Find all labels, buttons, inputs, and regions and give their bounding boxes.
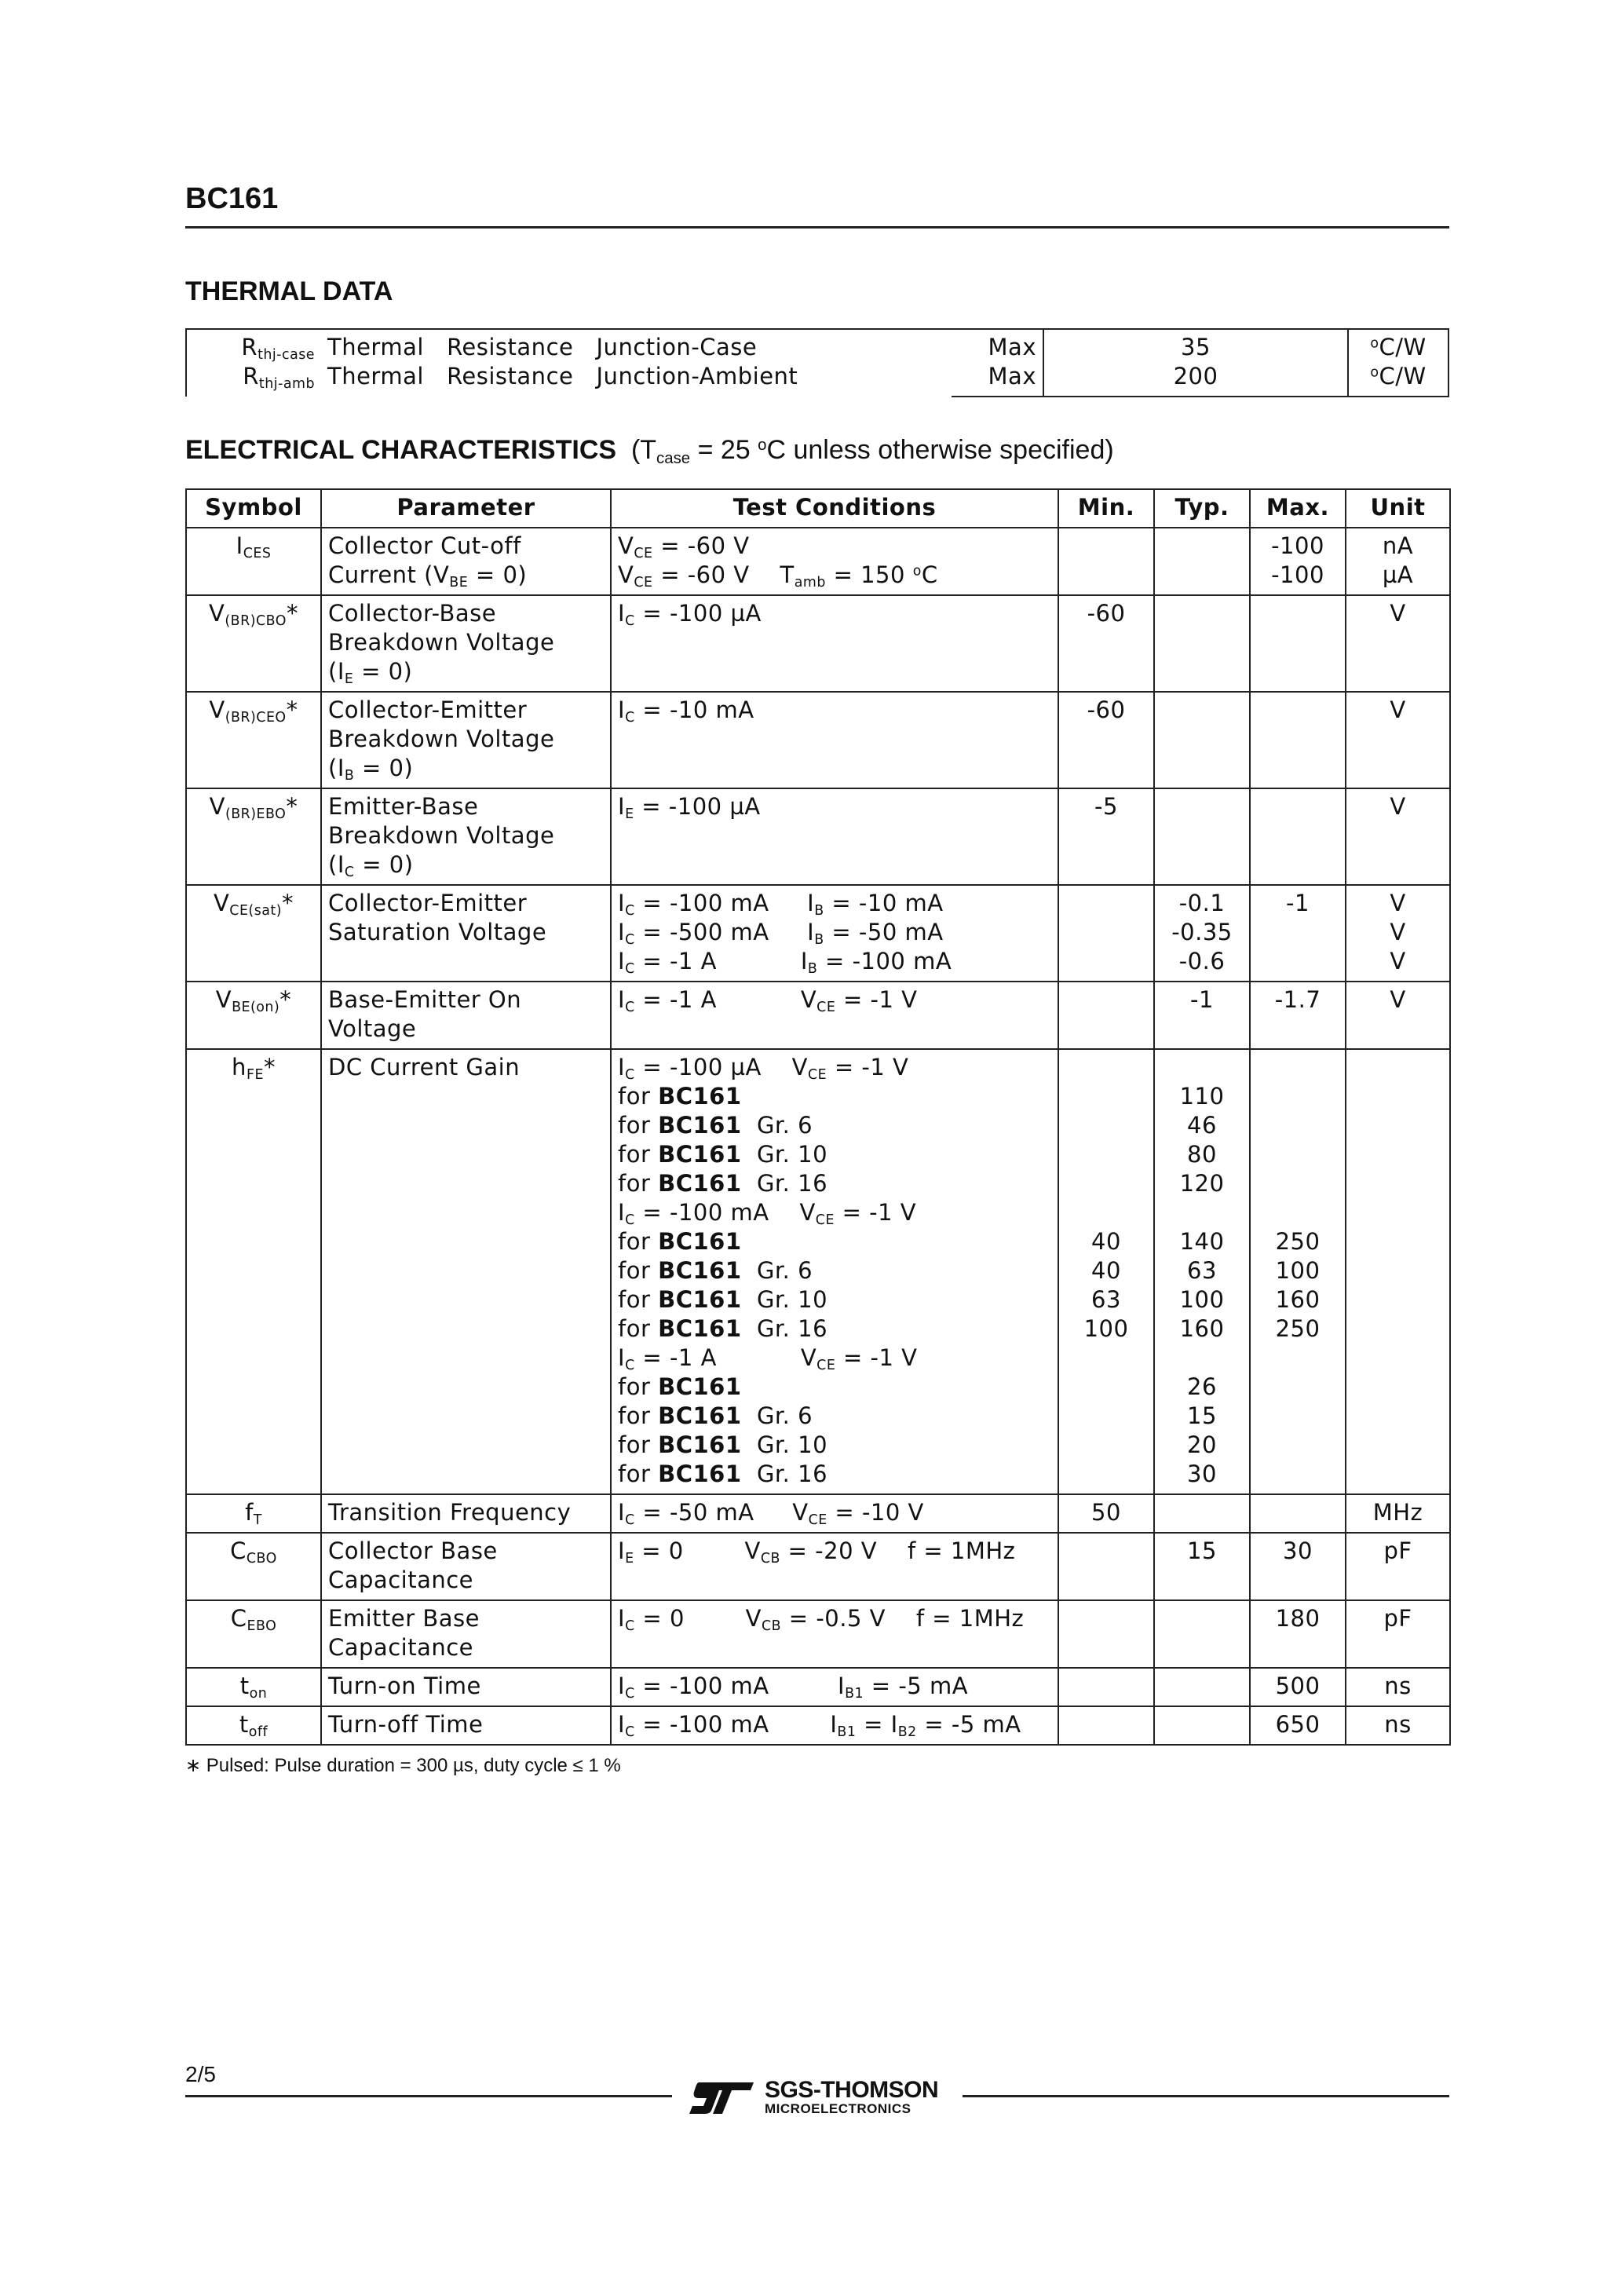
table-row [186, 692, 1450, 788]
hfe-typ-value: 140 [1179, 1228, 1225, 1255]
thermal-value: 35 [1181, 334, 1211, 360]
table-row [186, 1049, 1450, 1494]
thermal-data-table [185, 328, 1449, 397]
thermal-symbol: $R_{thj-amb}$ [243, 363, 315, 393]
column-header: Parameter [321, 489, 611, 528]
footer-rule-right [963, 2095, 1449, 2097]
hfe-condition-header: $I_C = -100$ mA $V_{CE} = -1$ V [618, 1199, 917, 1229]
hfe-typ-value: 15 [1187, 1402, 1217, 1429]
max-cell: 650 [1250, 1706, 1346, 1745]
thermal-limit: Max [988, 334, 1036, 360]
hfe-min-value [1065, 1140, 1147, 1169]
parameter-cell: Collector Base Capacitance [321, 1533, 611, 1600]
column-header: Typ. [1154, 489, 1250, 528]
conditions-cell: $I_C = -100$ mA $I_B = -10$ mA $I_C = -500$ mA $I_B = -50$ mA $I_C = -1$ A $I_B = -100$ mA [611, 885, 1058, 982]
typ-cell [1154, 1049, 1250, 1494]
column-header: Unit [1346, 489, 1450, 528]
hfe-condition-line: for BC161 Gr. 16 [618, 1461, 828, 1487]
min-cell: -60 [1058, 595, 1154, 692]
hfe-condition-line: for BC161 Gr. 16 [618, 1315, 828, 1342]
conditions-cell: $I_C = -100$ mA $I_{B1} = I_{B2} = -5$ mA [611, 1706, 1058, 1745]
column-header: Max. [1250, 489, 1346, 528]
st-logo [688, 2076, 938, 2120]
hfe-max-value [1257, 1460, 1339, 1489]
thermal-unit: $^o$C/W [1370, 363, 1427, 389]
hfe-typ-value: 26 [1187, 1373, 1217, 1400]
typ-cell: -1 [1154, 982, 1250, 1049]
parameter-cell: Turn-on Time [321, 1668, 611, 1706]
brand-subtitle: MICROELECTRONICS [765, 2101, 911, 2116]
hfe-condition-line: for BC161 Gr. 10 [618, 1431, 828, 1458]
hfe-max-value: 250 [1275, 1228, 1321, 1255]
thermal-data-title: THERMAL DATA [185, 276, 393, 306]
symbol-cell: $t_{on}$ [186, 1668, 321, 1706]
parameter-cell: DC Current Gain [321, 1049, 611, 1494]
unit-cell: V [1346, 595, 1450, 692]
conditions-cell: $V_{CE} = -60$ V $V_{CE} = -60$ V $T_{amb} = 150$ $^o$C [611, 528, 1058, 595]
pulsed-footnote: ∗ Pulsed: Pulse duration = 300 µs, duty cycle ≤ 1 % [185, 1755, 621, 1776]
symbol-cell: $V_{(BR)CBO}*$ [186, 595, 321, 692]
hfe-max-value [1257, 1373, 1339, 1402]
hfe-min-value [1065, 1460, 1147, 1489]
hfe-condition-line: for BC161 Gr. 10 [618, 1286, 828, 1313]
parameter-cell: Collector-Emitter Saturation Voltage [321, 885, 611, 982]
conditions-cell: $I_C = -100$ µA [611, 595, 1058, 692]
hfe-typ-value: 46 [1187, 1112, 1217, 1139]
column-header: Symbol [186, 489, 321, 528]
table-row [186, 595, 1450, 692]
max-cell [1250, 1049, 1346, 1494]
hfe-max-value [1257, 1111, 1339, 1140]
hfe-min-value: 63 [1091, 1286, 1121, 1313]
hfe-min-value [1065, 1082, 1147, 1111]
hfe-typ-value: 100 [1179, 1286, 1225, 1313]
hfe-typ-value: 20 [1187, 1431, 1217, 1458]
hfe-condition-header: $I_C = -100$ µA $V_{CE} = -1$ V [618, 1054, 909, 1084]
unit-cell: pF [1346, 1533, 1450, 1600]
parameter-cell: Collector-Base Breakdown Voltage $(I_E = 0)$ [321, 595, 611, 692]
hfe-typ-value: 160 [1179, 1315, 1225, 1342]
table-row [186, 329, 1448, 397]
hfe-typ-value: 30 [1187, 1461, 1217, 1487]
max-cell: -1 [1250, 885, 1346, 982]
table-header-row [186, 489, 1450, 528]
table-row [186, 885, 1450, 982]
hfe-min-value [1065, 1169, 1147, 1198]
parameter-cell: Transition Frequency [321, 1494, 611, 1533]
unit-cell: MHz [1346, 1494, 1450, 1533]
symbol-cell: $f_T$ [186, 1494, 321, 1533]
hfe-max-value [1257, 1082, 1339, 1111]
thermal-limit: Max [988, 363, 1036, 389]
symbol-cell: $h_{FE}*$ [186, 1049, 321, 1494]
conditions-cell: $I_E = -100$ µA [611, 788, 1058, 885]
hfe-min-value [1065, 1402, 1147, 1431]
header-rule [185, 226, 1449, 229]
hfe-max-value [1257, 1402, 1339, 1431]
conditions-cell [611, 1049, 1058, 1494]
hfe-condition-line: for BC161 [618, 1083, 742, 1110]
parameter-cell: Emitter-Base Breakdown Voltage $(I_C = 0)$ [321, 788, 611, 885]
table-row [186, 528, 1450, 595]
typ-cell: 15 [1154, 1533, 1250, 1600]
thermal-value: 200 [1173, 363, 1218, 389]
conditions-cell: $I_C = -50$ mA $V_{CE} = -10$ V [611, 1494, 1058, 1533]
hfe-max-value [1257, 1431, 1339, 1460]
hfe-typ-value: 120 [1179, 1170, 1225, 1197]
typ-cell: -0.1 -0.35 -0.6 [1154, 885, 1250, 982]
symbol-cell: $t_{off}$ [186, 1706, 321, 1745]
parameter-cell: Turn-off Time [321, 1706, 611, 1745]
hfe-condition-line: for BC161 [618, 1228, 742, 1255]
hfe-max-value [1257, 1169, 1339, 1198]
table-row [186, 1494, 1450, 1533]
page-number: 2/5 [185, 2062, 216, 2086]
part-number-header: BC161 [185, 182, 279, 215]
unit-cell: pF [1346, 1600, 1450, 1668]
symbol-cell: $C_{EBO}$ [186, 1600, 321, 1668]
min-cell: 50 [1058, 1494, 1154, 1533]
thermal-parameter: Thermal Resistance Junction-Case [327, 334, 758, 360]
electrical-characteristics-table [185, 488, 1451, 1746]
max-cell: -1.7 [1250, 982, 1346, 1049]
unit-cell: V [1346, 982, 1450, 1049]
min-cell: -60 [1058, 692, 1154, 788]
unit-cell: nA µA [1346, 528, 1450, 595]
parameter-cell: Collector Cut-off Current $(V_{BE} = 0)$ [321, 528, 611, 595]
hfe-max-value: 160 [1275, 1286, 1321, 1313]
thermal-parameter: Thermal Resistance Junction-Ambient [327, 363, 798, 389]
symbol-cell: $V_{(BR)EBO}*$ [186, 788, 321, 885]
conditions-cell: $I_C = -10$ mA [611, 692, 1058, 788]
unit-cell: V [1346, 692, 1450, 788]
max-cell: -100 -100 [1250, 528, 1346, 595]
hfe-condition-header: $I_C = -1$ A $V_{CE} = -1$ V [618, 1344, 918, 1374]
hfe-typ-value: 110 [1179, 1083, 1225, 1110]
hfe-typ-value: 63 [1187, 1257, 1217, 1284]
symbol-cell: $V_{(BR)CEO}*$ [186, 692, 321, 788]
st-logo-icon [688, 2079, 758, 2117]
table-row [186, 1600, 1450, 1668]
hfe-max-value [1257, 1140, 1339, 1169]
unit-cell: V V V [1346, 885, 1450, 982]
column-header: Min. [1058, 489, 1154, 528]
unit-cell: V [1346, 788, 1450, 885]
hfe-min-value [1065, 1373, 1147, 1402]
hfe-typ-value: 80 [1187, 1141, 1217, 1168]
hfe-condition-line: for BC161 Gr. 6 [618, 1402, 813, 1429]
symbol-cell: $C_{CBO}$ [186, 1533, 321, 1600]
parameter-cell: Emitter Base Capacitance [321, 1600, 611, 1668]
thermal-unit: $^o$C/W [1370, 334, 1427, 360]
hfe-min-value: 40 [1091, 1228, 1121, 1255]
symbol-cell: $V_{BE(on)}*$ [186, 982, 321, 1049]
hfe-condition-line: for BC161 [618, 1373, 742, 1400]
conditions-cell: $I_C = -1$ A $V_{CE} = -1$ V [611, 982, 1058, 1049]
hfe-condition-line: for BC161 Gr. 16 [618, 1170, 828, 1197]
parameter-cell: Base-Emitter On Voltage [321, 982, 611, 1049]
conditions-cell: $I_E = 0$ $V_{CB} = -20$ V f = 1MHz [611, 1533, 1058, 1600]
hfe-max-value: 100 [1275, 1257, 1321, 1284]
table-row [186, 1706, 1450, 1745]
conditions-cell: $I_C = 0$ $V_{CB} = -0.5$ V f = 1MHz [611, 1600, 1058, 1668]
hfe-min-value: 40 [1091, 1257, 1121, 1284]
hfe-min-value: 100 [1083, 1315, 1129, 1342]
electrical-characteristics-title: ELECTRICAL CHARACTERISTICS ($T_{case} = 25$ $^o$C unless otherwise specified) [185, 435, 1114, 468]
max-cell: 30 [1250, 1533, 1346, 1600]
max-cell: 500 [1250, 1668, 1346, 1706]
hfe-max-value: 250 [1275, 1315, 1321, 1342]
footer-rule-left [185, 2095, 672, 2097]
max-cell: 180 [1250, 1600, 1346, 1668]
unit-cell: ns [1346, 1706, 1450, 1745]
unit-cell: ns [1346, 1668, 1450, 1706]
table-row [186, 1668, 1450, 1706]
brand-name: SGS-THOMSON [765, 2077, 939, 2103]
table-row [186, 982, 1450, 1049]
min-cell: -5 [1058, 788, 1154, 885]
table-row [186, 788, 1450, 885]
conditions-cell: $I_C = -100$ mA $I_{B1} = -5$ mA [611, 1668, 1058, 1706]
hfe-condition-line: for BC161 Gr. 6 [618, 1257, 813, 1284]
table-row [186, 1533, 1450, 1600]
hfe-condition-line: for BC161 Gr. 6 [618, 1112, 813, 1139]
electrical-conditions: ($T_{case} = 25$ $^o$C unless otherwise specified) [630, 435, 1114, 468]
symbol-cell: $I_{CES}$ [186, 528, 321, 595]
hfe-min-value [1065, 1431, 1147, 1460]
thermal-symbol: $R_{thj-case}$ [241, 334, 315, 364]
min-cell [1058, 1049, 1154, 1494]
parameter-cell: Collector-Emitter Breakdown Voltage $(I_B = 0)$ [321, 692, 611, 788]
column-header: Test Conditions [611, 489, 1058, 528]
hfe-min-value [1065, 1111, 1147, 1140]
symbol-cell: $V_{CE(sat)}*$ [186, 885, 321, 982]
hfe-condition-line: for BC161 Gr. 10 [618, 1141, 828, 1168]
